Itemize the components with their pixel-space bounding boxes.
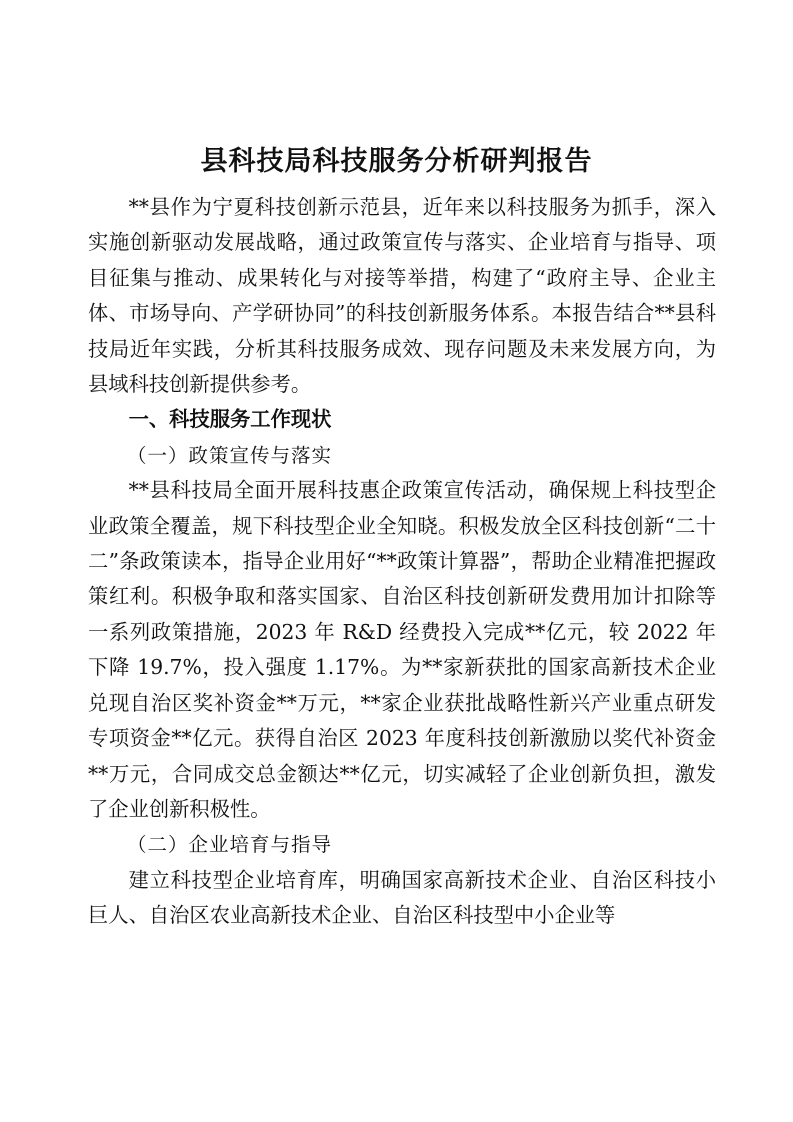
document-title: 县科技局科技服务分析研判报告	[200, 146, 593, 177]
subsection-1-paragraph: **县科技局全面开展科技惠企政策宣传活动，确保规上科技型企业政策全覆盖，规下科技型企业全知晓。积极发放全区科技创新“二十二”条政策读本，指导企业用好“**政策计算器”，帮助企业精准把握政策红利。积极争取和落实国家、自治区科技创新研发费用加计扣除等一系列政策措施，2023 年 R&D 经费投入完成**亿元，较 2022 年下降 19.7%，投入强度 1.17%。为**家新获批的国家高新技术企业兑现自治区奖补资金**万元，**家企业获批战略性新兴产业重点研发专项资金**亿元。获得自治区 2023 年度科技创新激励以奖代补资金**万元，合同成交总金额达**亿元，切实减轻了企业创新负担，激发了企业创新积极性。	[88, 478, 716, 821]
document-body	[88, 190, 716, 934]
subsection-heading-2: （二）企业培育与指导	[127, 833, 333, 857]
subsection-heading-1: （一）政策宣传与落实	[127, 443, 333, 467]
section-heading-1: 一、科技服务工作现状	[128, 407, 332, 432]
intro-paragraph: **县作为宁夏科技创新示范县，近年来以科技服务为抓手，深入实施创新驱动发展战略，通过政策宣传与落实、企业培育与指导、项目征集与推动、成果转化与对接等举措，构建了“政府主导、企业主体、市场导向、产学研协同”的科技创新服务体系。本报告结合**县科技局近年实践，分析其科技服务成效、现存问题及未来发展方向，为县域科技创新提供参考。	[88, 195, 716, 397]
subsection-2-paragraph: 建立科技型企业培育库，明确国家高新技术企业、自治区科技小巨人、自治区农业高新技术企业、自治区科技型中小企业等	[88, 867, 716, 928]
